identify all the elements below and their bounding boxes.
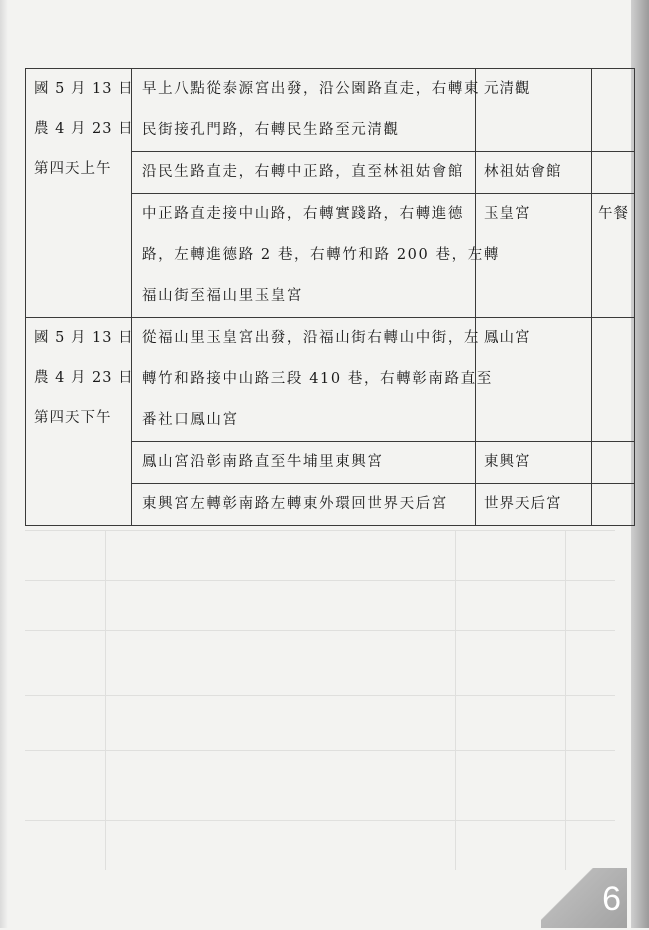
place-name: 林祖姑會館 <box>484 164 562 180</box>
place-cell <box>476 69 592 152</box>
route-line: 鳳山宮沿彰南路直至牛埔里東興宮 <box>142 454 384 470</box>
date-cell <box>26 69 132 318</box>
place-name: 元清觀 <box>484 81 531 97</box>
page-edge-left <box>0 0 8 928</box>
meal-note <box>592 69 634 110</box>
route-line: 沿民生路直走，右轉中正路，直至林祖姑會館 <box>142 164 464 180</box>
page-number: 6 <box>541 868 627 928</box>
route-line: 福山街至福山里玉皇宮 <box>142 288 303 304</box>
date-cell <box>26 318 132 526</box>
place-cell <box>476 484 592 526</box>
itinerary-table <box>25 68 635 526</box>
route-cell <box>132 152 476 194</box>
day-session: 第四天下午 <box>34 410 112 426</box>
route-line: 早上八點從泰源宮出發，沿公園路直走，右轉東 <box>142 81 481 97</box>
meal-note <box>592 484 634 525</box>
place-cell <box>476 442 592 484</box>
lunar-date: 農 4 月 23 日 <box>34 121 134 137</box>
meal-note <box>592 442 634 483</box>
lunar-date: 農 4 月 23 日 <box>34 370 134 386</box>
place-name: 世界天后宮 <box>484 496 562 512</box>
route-line: 東興宮左轉彰南路左轉東外環回世界天后宮 <box>142 496 448 512</box>
place-name: 東興宮 <box>484 454 531 470</box>
meal-cell <box>592 69 635 152</box>
route-cell <box>132 318 493 442</box>
meal-note <box>592 318 634 359</box>
meal-cell <box>592 194 635 318</box>
meal-cell <box>592 442 635 484</box>
solar-date: 國 5 月 13 日 <box>34 330 134 346</box>
route-cell <box>132 442 476 484</box>
route-cell <box>132 69 481 152</box>
route-line: 從福山里玉皇宮出發，沿福山街右轉山中街，左 <box>142 330 481 346</box>
route-line: 番社口鳳山宮 <box>142 412 239 428</box>
place-cell <box>476 152 592 194</box>
meal-cell <box>592 484 635 526</box>
route-cell <box>132 484 476 526</box>
meal-cell <box>592 152 635 194</box>
route-line: 轉竹和路接中山路三段 410 巷，右轉彰南路直至 <box>142 371 493 387</box>
route-cell <box>132 194 500 318</box>
route-line: 中正路直走接中山路，右轉實踐路，右轉進德 <box>142 206 464 222</box>
bleed-through-table <box>25 520 615 880</box>
meal-cell <box>592 318 635 442</box>
day-session: 第四天上午 <box>34 161 112 177</box>
solar-date: 國 5 月 13 日 <box>34 81 134 97</box>
table-row <box>26 69 635 152</box>
route-line: 民街接孔門路，右轉民生路至元清觀 <box>142 122 400 138</box>
place-name: 玉皇宮 <box>484 206 531 222</box>
meal-note <box>592 152 634 193</box>
place-name: 鳳山宮 <box>484 330 531 346</box>
route-line: 路，左轉進德路 2 巷，右轉竹和路 200 巷，左轉 <box>142 247 500 263</box>
table-row <box>26 318 635 442</box>
meal-note: 午餐 <box>598 206 629 222</box>
